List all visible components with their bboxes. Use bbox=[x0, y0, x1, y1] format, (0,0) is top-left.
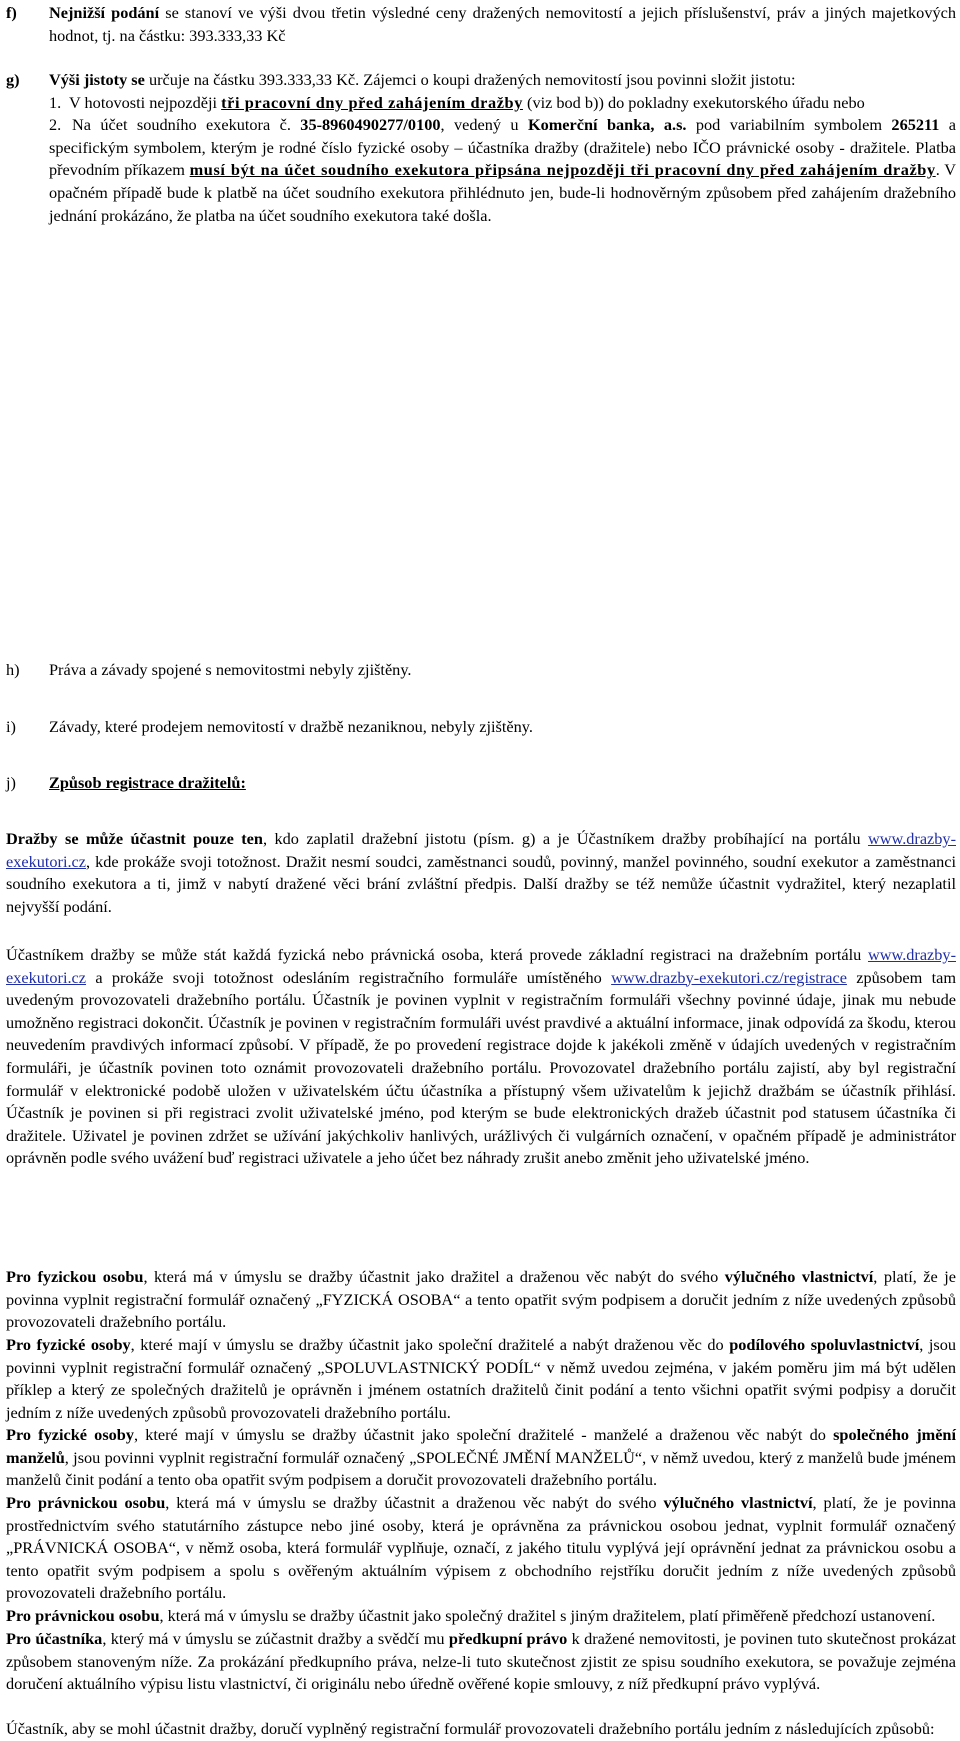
deposit-option-2-rest: a specifickým symbolem, kterým je rodné číslo fyzické osoby – účastníka dražby (dražitele) nebo IČO právnické osoby - dražitele. Platba převodním příkazem bbox=[49, 115, 957, 180]
deposit-text: určuje na částku 393.333,33 Kč. Zájemci o koupi dražených nemovitostí jsou povinni složit jistotu: bbox=[144, 70, 796, 89]
paragraph-legal-person bbox=[6, 1492, 956, 1605]
deposit-option-2-pre: Na účet soudního exekutora č. bbox=[72, 115, 301, 135]
bank-account-number: 35-8960490277/0100 bbox=[300, 115, 441, 135]
paragraph-preemption-part-1: Pro účastníka bbox=[6, 1629, 103, 1648]
lowest-bid-text: se stanoví ve výši dvou třetin výsledné ceny dražených nemovitostí a jejich příslušenství, práv a jiných majetkových hodnot, tj. na částku: 393.333,33 Kč bbox=[49, 3, 956, 45]
bank-name: Komerční banka, a.s. bbox=[527, 115, 687, 135]
participation-text-1: , kdo zaplatil dražební jistotu (písm. g) a je Účastníkem dražby probíhající na portálu bbox=[262, 829, 868, 848]
portal-link[interactable]: www.drazby-exekutori.cz bbox=[6, 829, 956, 871]
section-f-label: f) bbox=[6, 3, 17, 22]
registration-text-1: Účastníkem dražby se může stát každá fyzická nebo právnická osoba, která provede základní registraci na dražebním portálu bbox=[6, 945, 868, 964]
deposit-option-1 bbox=[49, 92, 956, 115]
registration-heading: Způsob registrace dražitelů: bbox=[49, 773, 246, 792]
section-f bbox=[6, 2, 956, 47]
variable-symbol-label: pod variabilním symbolem bbox=[686, 115, 892, 135]
section-j bbox=[6, 772, 956, 795]
natural-person-bold: Pro fyzickou osobu bbox=[6, 1267, 144, 1286]
section-g-label: g) bbox=[6, 70, 20, 89]
paragraph-co-ownership-part-1: Pro fyzické osoby bbox=[6, 1335, 131, 1354]
paragraph-spouses bbox=[6, 1424, 956, 1492]
deposit-intro bbox=[49, 69, 956, 92]
natural-person-text-2: , platí, že je povinna vyplnit registrační formulář označený „FYZICKÁ OSOBA“ a tento opatřit svým podpisem a doručit jedním z níže uvedených způsobů provozovateli dražebního portálu. bbox=[6, 1267, 956, 1332]
section-i bbox=[6, 716, 956, 739]
section-g bbox=[6, 69, 956, 227]
registration-text-2: a prokáže svoji totožnost odesláním registračního formuláře umístěného bbox=[86, 967, 612, 987]
exclusive-ownership-bold: výlučného vlastnictví bbox=[724, 1267, 874, 1286]
deposit-option-1-number: 1. bbox=[49, 92, 62, 112]
payment-deadline-underlined: musí být na účet soudního exekutora připsána nejpozději tři pracovní dny před zahájením dražby bbox=[189, 160, 936, 180]
deposit-option-2-end: . V opačném případě bude k platbě na účet soudního exekutora přihlédnuto jen, bude-li hodnověrným způsobem před zahájením dražebního jednání prokázáno, že platba na účet soudního exekutora také došla. bbox=[49, 160, 956, 225]
paragraph-legal-person-part-1: Pro právnickou osobu bbox=[6, 1493, 166, 1512]
variable-symbol-value: 265211 bbox=[891, 115, 940, 135]
registration-form-link[interactable]: www.drazby-exekutori.cz/registrace bbox=[611, 967, 847, 987]
paragraph-spouses-part-1: Pro fyzické osoby bbox=[6, 1425, 134, 1444]
paragraph-legal-person-joint-part-2: , která má v úmyslu se dražby účastnit jako společný dražitel s jiným dražitelem, platí přiměřeně předchozí ustanovení. bbox=[159, 1606, 936, 1625]
paragraph-co-ownership-part-2: , které mají v úmyslu se dražby účastnit jako společní dražitelé a nabýt draženou věc do bbox=[130, 1335, 730, 1354]
lowest-bid-heading: Nejnižší podání bbox=[49, 3, 160, 22]
paragraph-delivery-methods bbox=[6, 1718, 956, 1741]
paragraph-registration bbox=[6, 944, 956, 1170]
paragraph-spouses-part-3: společného jmění manželů bbox=[6, 1425, 957, 1467]
paragraph-participation bbox=[6, 828, 956, 918]
participation-text-2: , kde prokáže svoji totožnost. Dražit nesmí soudci, zaměstnanci soudů, povinný, manžel povinného, soudní exekutor a zaměstnanci soudního exekutora a ti, jimž v nabytí dražené věci brání zvláštní předpis. Další dražby se též nemůže účastnit vydražitel, který nezaplatil nejvyšší podání. bbox=[6, 851, 956, 916]
paragraph-legal-person-part-4: , platí, že je povinna prostřednictvím svého statutárního zástupce nebo jiné osoby, která je oprávněna za právnickou osobou jednat, vyplnit formulář označený „PRÁVNICKÁ OSOBA“, v němž osoba, která formulář vyplňuje, označí, z jakého titulu vyplývá její oprávnění jednat za právnickou osobu a tento opatřit svým podpisem a spolu s ověřeným aktuálním výpisem z obchodního rejstříku doručit jedním z níže uvedených způsobů provozovateli dražebního portálu. bbox=[6, 1493, 956, 1603]
paragraph-co-ownership-part-4: , jsou povinni vyplnit registrační formulář označený „SPOLUVLASTNICKÝ PODÍL“ v němž uvedou zejména, v jakém poměru jim má být udělen příklep a který ze společných dražitelů je oprávněn i jménem ostatních dražitelů činit podání a tento všichni opatřit svými podpisy a doručit jedním z níže uvedených způsobů provozovateli dražebního portálu. bbox=[6, 1335, 956, 1422]
section-g-body bbox=[49, 69, 956, 227]
paragraph-natural-person bbox=[6, 1266, 956, 1334]
deposit-option-2-number: 2. bbox=[49, 115, 62, 135]
paragraph-legal-person-part-2: , která má v úmyslu se dražby účastnit a draženou věc nabýt do svého bbox=[165, 1493, 664, 1512]
delivery-methods-text: Účastník, aby se mohl účastnit dražby, doručí vyplněný registrační formulář provozovateli dražebního portálu jedním z následujících způsobů: bbox=[6, 1719, 935, 1738]
paragraph-preemption-part-3: předkupní právo bbox=[448, 1629, 568, 1648]
section-j-label: j) bbox=[6, 773, 16, 792]
registration-text-3: způsobem tam uvedeným provozovateli dražebního portálu. Účastník je povinen vyplnit v registračním formuláři všechny povinné údaje, jinak mu nebude umožněno registraci dokončit. Účastník je povinen v registračním formuláři uvést pravdivé a aktuální informace, jinak odpovídá za škodu, kterou neuvedením pravdivých informací způsobí. V případě, že po provedení registrace dojde k jakékoli změně v údajích uvedených v registračním formuláři, je účastník povinen toto oznámit provozovateli dražebního portálu. Provozovatel dražebního portálu zajistí, aby byl registrační formulář v elektronické podobě uložen v uživatelském účtu účastníka a přístupný všem uživatelům k jejichž dražbám se účastník přihlásí. Účastník je povinen si při registraci zvolit uživatelské jméno, pod kterým se bude elektronických dražeb účastnit pod statusem účastníka či dražitele. Uživatel je povinen zdržet se užívání jakýchkoliv hanlivých, urážlivých či vulgárních označení, v opačném případě je administrátor oprávněn podle svého uvážení buď registraci uživatele a jeho účet bez náhrady zrušit anebo změnit jeho uživatelské jméno. bbox=[6, 967, 956, 1168]
paragraph-preemption-part-2: , který má v úmyslu se zúčastnit dražby a svědčí mu bbox=[102, 1629, 449, 1648]
paragraph-spouses-part-2: , které mají v úmyslu se dražby účastnit jako společní dražitelé - manželé a draženou věc nabýt do bbox=[134, 1425, 834, 1444]
section-i-label: i) bbox=[6, 717, 16, 736]
deposit-option-1-post: (viz bod b)) do pokladny exekutorského úřadu nebo bbox=[522, 92, 865, 112]
paragraph-legal-person-part-3: výlučného vlastnictví bbox=[663, 1493, 813, 1512]
paragraph-legal-person-joint-part-1: Pro právnickou osobu bbox=[6, 1606, 160, 1625]
deposit-option-2-mid: , vedený u bbox=[440, 115, 528, 135]
participation-bold: Dražby se může účastnit pouze ten bbox=[6, 829, 263, 848]
paragraph-co-ownership-part-3: podílového spoluvlastnictví bbox=[729, 1335, 920, 1354]
deposit-option-1-text bbox=[69, 92, 956, 115]
section-f-text bbox=[49, 2, 956, 47]
paragraph-preemption-part-4: k dražené nemovitosti, je povinen tuto skutečnost prokázat způsobem stanoveným níže. Za prokázání předkupního práva, nelze-li tuto skutečnost zjistit ze spisu soudního exekutora, se považuje zejména doručení aktuálního výpisu listu vlastnictví, či originálu nebo úředně ověřené kopie smlouvy, z níž předkupní právo vyplývá. bbox=[6, 1629, 956, 1694]
paragraph-co-ownership bbox=[6, 1334, 956, 1424]
section-h bbox=[6, 659, 956, 682]
paragraph-preemption bbox=[6, 1628, 956, 1696]
section-i-text: Závady, které prodejem nemovitostí v dražbě nezaniknou, nebyly zjištěny. bbox=[49, 717, 533, 736]
paragraph-spouses-part-4: , jsou povinni vyplnit registrační formulář označený „SPOLEČNÉ JMĚNÍ MANŽELŮ“, v němž uvedou, který z manželů bude jménem manželů činit podání a tento oba opatřit svým podpisem a doručit provozovateli dražebního portálu. bbox=[6, 1447, 956, 1490]
section-h-label: h) bbox=[6, 660, 20, 679]
deposit-option-2 bbox=[49, 114, 956, 227]
deposit-option-1-pre: V hotovosti nejpozději bbox=[69, 92, 222, 112]
natural-person-text-1: , která má v úmyslu se dražby účastnit jako dražitel a draženou věc nabýt do svého bbox=[143, 1267, 725, 1286]
paragraph-legal-person-joint bbox=[6, 1605, 956, 1628]
section-h-text: Práva a závady spojené s nemovitostmi nebyly zjištěny. bbox=[49, 660, 412, 679]
deposit-deadline-underlined: tři pracovní dny před zahájením dražby bbox=[221, 92, 523, 112]
deposit-heading: Výši jistoty se bbox=[49, 70, 145, 89]
portal-link-2[interactable]: www.drazby-exekutori.cz bbox=[6, 945, 956, 987]
